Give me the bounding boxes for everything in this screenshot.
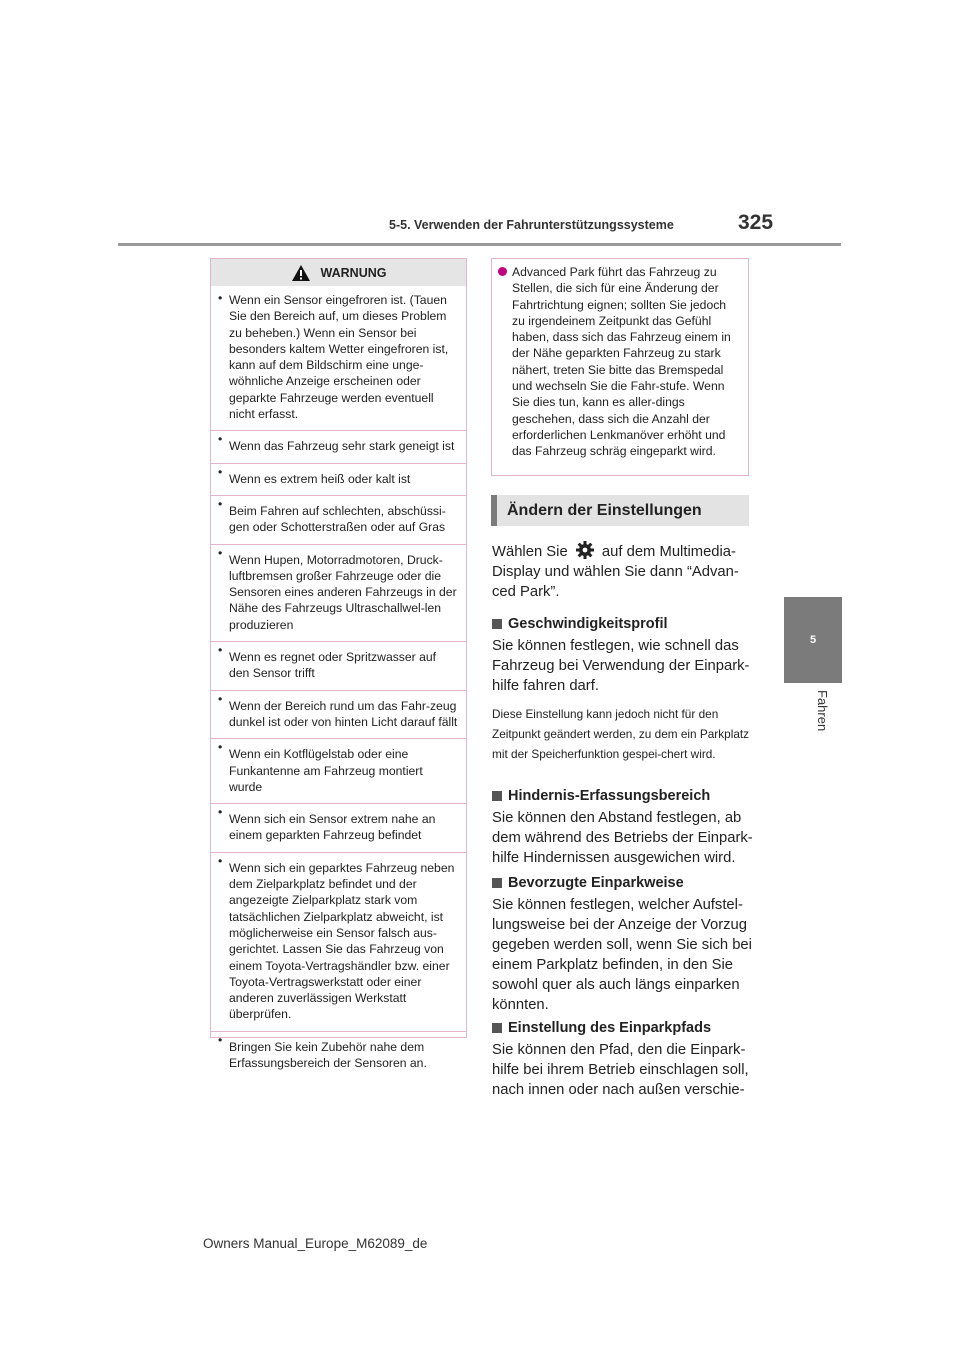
- warning-item: • Wenn ein Sensor eingefroren ist. (Tauen Sie den Bereich auf, um dieses Problem zu beheben.) Wenn ein Sensor bei besonders kaltem Wetter eingefroren ist, kann auf dem Bildschirm eine unge-wöhnliche Anzeige erscheinen oder geparkte Fahrzeuge werden eventuell nicht erfasst.: [211, 290, 466, 430]
- warning-list: [211, 286, 466, 1077]
- warning-item: • Wenn es regnet oder Spritzwasser auf den Sensor trifft: [211, 641, 466, 690]
- warning-item: • Bringen Sie kein Zubehör nahe dem Erfassungsbereich der Sensoren an.: [211, 1031, 466, 1078]
- subsection-text: Sie können den Abstand festlegen, ab dem während des Betriebs der Einpark-hilfe Hindernissen ausgewichen wird.: [492, 810, 753, 866]
- subsection-title: Geschwindigkeitsprofil: [508, 616, 668, 632]
- section-heading: Ändern der Einstellungen: [491, 495, 749, 526]
- subsection-note: Diese Einstellung kann jedoch nicht für den Zeitpunkt geändert werden, zu dem ein Parkplatz mit der Speicherfunktion gespei-chert wird.: [492, 707, 750, 761]
- subsection-parking-path: [492, 1018, 754, 1100]
- subsection-text: Sie können festlegen, welcher Aufstel-lungsweise bei der Anzeige der Vorzug gegeben werden soll, wenn Sie sich bei einem Parkplatz befinden, in den Sie sowohl quer als auch längs einparken könnten.: [492, 897, 752, 1013]
- subsection-text: Sie können den Pfad, den die Einpark-hilfe bei ihrem Betrieb einschlagen soll, nach innen oder nach außen verschie-: [492, 1042, 749, 1098]
- subsection-title: Hindernis-Erfassungsbereich: [508, 788, 711, 804]
- square-bullet-icon: [492, 619, 502, 629]
- note-text: Advanced Park führt das Fahrzeug zu Stellen, die sich für eine Änderung der Fahrtrichtung eignen; sollten Sie jedoch zu irgendeinem Zeitpunkt das Gefühl haben, dass sich das Fahrzeug einem in der Nähe geparkten Fahrzeug zu stark nähert, treten Sie bitte das Bremspedal und wechseln Sie die Fahr-stufe. Wenn Sie dies tun, kann es aller-dings geschehen, dass sich die Anzahl der erforderlichen Lenkmanöver erhöht und das Fahrzeug schräg eingeparkt wird.: [512, 265, 731, 459]
- gear-icon: [575, 540, 595, 560]
- square-bullet-icon: [492, 1023, 502, 1033]
- subsection-text: Sie können festlegen, wie schnell das Fahrzeug bei Verwendung der Einpark-hilfe fahren darf.: [492, 638, 750, 694]
- footer-text: Owners Manual_Europe_M62089_de: [203, 1236, 428, 1251]
- running-header-title: 5-5. Verwenden der Fahrunterstützungssysteme: [389, 218, 674, 232]
- warning-triangle-icon: [291, 264, 311, 282]
- subsection-title: Einstellung des Einparkpfads: [508, 1020, 712, 1036]
- warning-item: • Wenn Hupen, Motorradmotoren, Druck-luftbremsen großer Fahrzeuge oder die Sensoren eines anderen Fahrzeugs in der Nähe des Fahrzeugs Ultraschallwel-len produzieren: [211, 544, 466, 641]
- chapter-tab: [784, 597, 842, 683]
- header-rule: [118, 243, 841, 246]
- page-number: 325: [738, 211, 774, 234]
- warning-item: • Beim Fahren auf schlechten, abschüssi-gen oder Schotterstraßen oder auf Gras: [211, 495, 466, 544]
- note-bullet-icon: [498, 267, 507, 276]
- intro-text-before: Wählen Sie: [492, 544, 568, 560]
- square-bullet-icon: [492, 791, 502, 801]
- chapter-label: Fahren: [815, 690, 830, 732]
- subsection-title: Bevorzugte Einparkweise: [508, 875, 684, 891]
- chapter-number: 5: [809, 634, 817, 646]
- warning-item: • Wenn der Bereich rund um das Fahr-zeug dunkel ist oder von hinten Licht darauf fällt: [211, 690, 466, 739]
- warning-item: • Wenn sich ein geparktes Fahrzeug neben dem Zielparkplatz befindet und der angezeigte Zielparkplatz stark vom tatsächlichen Zielparkplatz abweicht, ist möglicherweise ein Sensor falsch aus-gerichtet. Lassen Sie das Fahrzeug von einem Toyota-Vertragshändler bzw. einer Toyota-Vertragswerkstatt oder einer anderen zuverlässigen Werkstatt überprüfen.: [211, 852, 466, 1031]
- warning-header: [211, 259, 466, 286]
- warning-item: • Wenn das Fahrzeug sehr stark geneigt ist: [211, 430, 466, 462]
- warning-item: • Wenn ein Kotflügelstab oder eine Funkantenne am Fahrzeug montiert wurde: [211, 738, 466, 803]
- note-box: [491, 258, 749, 476]
- square-bullet-icon: [492, 878, 502, 888]
- section-intro: [492, 540, 754, 602]
- subsection-speed-profile: [492, 614, 754, 764]
- subsection-obstacle-range: [492, 786, 754, 868]
- subsection-parking-style: [492, 873, 754, 1015]
- intro-text-after: auf dem Multimedia-Display und wählen Sie dann “Advan-ced Park”.: [492, 544, 739, 600]
- warning-item: • Wenn sich ein Sensor extrem nahe an einem geparkten Fahrzeug befindet: [211, 803, 466, 852]
- warning-item: • Wenn es extrem heiß oder kalt ist: [211, 463, 466, 495]
- warning-title: WARNUNG: [320, 265, 387, 280]
- warning-box: [210, 258, 467, 1070]
